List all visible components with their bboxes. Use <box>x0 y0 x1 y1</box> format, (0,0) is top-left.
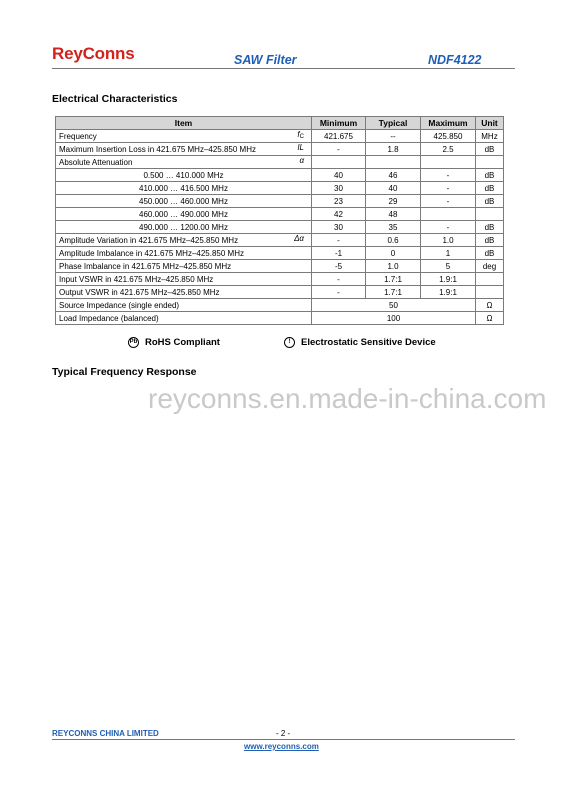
item-symbol <box>299 156 304 165</box>
cell-maximum: 2.5 <box>421 143 476 156</box>
cell-minimum: 30 <box>312 221 366 234</box>
cell-item <box>56 260 312 273</box>
cell-typical: 1.7:1 <box>366 273 421 286</box>
cell-minimum: - <box>312 234 366 247</box>
cell-minimum: 30 <box>312 182 366 195</box>
cell-minimum: - <box>312 273 366 286</box>
item-symbol <box>297 130 304 140</box>
item-label: 410.000 … 416.500 MHz <box>139 183 228 193</box>
item-label: Amplitude Imbalance in 421.675 MHz–425.850 MHz <box>59 248 244 258</box>
watermark: reyconns.en.made-in-china.com <box>148 383 547 414</box>
cell-unit: MHz <box>476 130 504 143</box>
item-label: 460.000 … 490.000 MHz <box>139 209 228 219</box>
cell-maximum: - <box>421 169 476 182</box>
part-number: NDF4122 <box>428 53 482 67</box>
cell-minimum: -1 <box>312 247 366 260</box>
cell-item <box>56 299 312 312</box>
header-divider <box>52 68 515 69</box>
cell-typical <box>366 156 421 169</box>
table-row <box>56 299 504 312</box>
cell-item <box>56 208 312 221</box>
table-row <box>56 312 504 325</box>
rohs-compliance <box>128 337 220 348</box>
cell-typical: 1.8 <box>366 143 421 156</box>
table-row <box>56 234 504 247</box>
cell-typical: 0.6 <box>366 234 421 247</box>
cell-unit: dB <box>476 234 504 247</box>
table-row <box>56 130 504 143</box>
table-row <box>56 286 504 299</box>
document-title: SAW Filter <box>234 53 297 67</box>
cell-unit: dB <box>476 195 504 208</box>
symbol-subscript: C <box>299 134 304 140</box>
item-label: Load Impedance (balanced) <box>59 313 159 323</box>
item-symbol <box>294 234 304 243</box>
cell-maximum <box>421 156 476 169</box>
cell-unit <box>476 156 504 169</box>
table-row <box>56 169 504 182</box>
cell-minimum: 42 <box>312 208 366 221</box>
symbol-text: IL <box>297 143 304 152</box>
cell-value: 50 <box>312 299 476 312</box>
item-label: Maximum Insertion Loss in 421.675 MHz–425.850 MHz <box>59 144 256 154</box>
cell-value: 100 <box>312 312 476 325</box>
cell-item <box>56 234 312 247</box>
cell-unit <box>476 286 504 299</box>
cell-item <box>56 169 312 182</box>
cell-maximum: 1 <box>421 247 476 260</box>
column-header-maximum: Maximum <box>421 117 476 130</box>
cell-typical: 46 <box>366 169 421 182</box>
table-row <box>56 182 504 195</box>
cell-typical: 0 <box>366 247 421 260</box>
cell-maximum: 5 <box>421 260 476 273</box>
cell-maximum: - <box>421 195 476 208</box>
table-row <box>56 195 504 208</box>
column-header-typical: Typical <box>366 117 421 130</box>
symbol-text: Δα <box>294 234 304 243</box>
cell-item <box>56 182 312 195</box>
cell-minimum: 23 <box>312 195 366 208</box>
cell-unit: dB <box>476 182 504 195</box>
table-header-row <box>56 117 504 130</box>
item-label: Source Impedance (single ended) <box>59 300 180 310</box>
table-row <box>56 247 504 260</box>
cell-maximum <box>421 208 476 221</box>
cell-typical: 1.7:1 <box>366 286 421 299</box>
cell-unit <box>476 208 504 221</box>
symbol-text: α <box>299 156 304 165</box>
table-row <box>56 273 504 286</box>
table-body <box>56 130 504 325</box>
table-row <box>56 208 504 221</box>
cell-item <box>56 312 312 325</box>
esd-label: Electrostatic Sensitive Device <box>301 337 436 348</box>
cell-item <box>56 273 312 286</box>
cell-typical: 35 <box>366 221 421 234</box>
cell-item <box>56 286 312 299</box>
item-label: 490.000 … 1200.00 MHz <box>139 222 228 232</box>
cell-unit: deg <box>476 260 504 273</box>
cell-item <box>56 156 312 169</box>
item-label: Amplitude Variation in 421.675 MHz–425.850 MHz <box>59 235 239 245</box>
cell-typical: 48 <box>366 208 421 221</box>
frequency-response-heading: Typical Frequency Response <box>52 366 197 378</box>
cell-unit: dB <box>476 247 504 260</box>
cell-typical: 1.0 <box>366 260 421 273</box>
page-number: - 2 - <box>276 729 291 738</box>
cell-item <box>56 221 312 234</box>
item-label: Output VSWR in 421.675 MHz–425.850 MHz <box>59 287 220 297</box>
column-header-minimum: Minimum <box>312 117 366 130</box>
electrical-characteristics-heading: Electrical Characteristics <box>52 93 178 105</box>
cell-unit: dB <box>476 221 504 234</box>
cell-maximum: 1.9:1 <box>421 273 476 286</box>
item-label: 0.500 … 410.000 MHz <box>143 170 224 180</box>
cell-minimum: -5 <box>312 260 366 273</box>
footer-company: REYCONNS CHINA LIMITED <box>52 729 159 738</box>
column-header-item: Item <box>56 117 312 130</box>
cell-maximum: 1.9:1 <box>421 286 476 299</box>
table-row <box>56 221 504 234</box>
cell-maximum: 425.850 <box>421 130 476 143</box>
table-row <box>56 143 504 156</box>
cell-item <box>56 130 312 143</box>
item-label: 450.000 … 460.000 MHz <box>139 196 228 206</box>
esd-warning <box>284 337 436 348</box>
esd-warning-icon: ! <box>284 337 295 348</box>
item-label: Input VSWR in 421.675 MHz–425.850 MHz <box>59 274 214 284</box>
cell-minimum: - <box>312 286 366 299</box>
cell-typical: 40 <box>366 182 421 195</box>
symbol-text: f <box>297 130 300 139</box>
table-row <box>56 260 504 273</box>
cell-unit: dB <box>476 143 504 156</box>
footer-divider <box>52 739 515 740</box>
cell-unit: Ω <box>476 299 504 312</box>
cell-minimum <box>312 156 366 169</box>
cell-unit: dB <box>476 169 504 182</box>
cell-item <box>56 195 312 208</box>
item-label: Frequency <box>59 131 97 141</box>
cell-item <box>56 247 312 260</box>
electrical-characteristics-table <box>55 116 504 325</box>
rohs-icon: Pb <box>128 337 139 348</box>
table-row <box>56 156 504 169</box>
footer-website-link[interactable]: www.reyconns.com <box>244 742 319 751</box>
cell-typical: -- <box>366 130 421 143</box>
cell-minimum: - <box>312 143 366 156</box>
cell-minimum: 421.675 <box>312 130 366 143</box>
rohs-label: RoHS Compliant <box>145 337 220 348</box>
item-label: Absolute Attenuation <box>59 157 133 167</box>
cell-unit: Ω <box>476 312 504 325</box>
cell-maximum: 1.0 <box>421 234 476 247</box>
company-logo: ReyConns <box>52 44 135 63</box>
cell-item <box>56 143 312 156</box>
column-header-unit: Unit <box>476 117 504 130</box>
cell-maximum: - <box>421 182 476 195</box>
cell-maximum: - <box>421 221 476 234</box>
item-label: Phase Imbalance in 421.675 MHz–425.850 MHz <box>59 261 232 271</box>
cell-unit <box>476 273 504 286</box>
cell-typical: 29 <box>366 195 421 208</box>
item-symbol <box>297 143 304 152</box>
cell-minimum: 40 <box>312 169 366 182</box>
